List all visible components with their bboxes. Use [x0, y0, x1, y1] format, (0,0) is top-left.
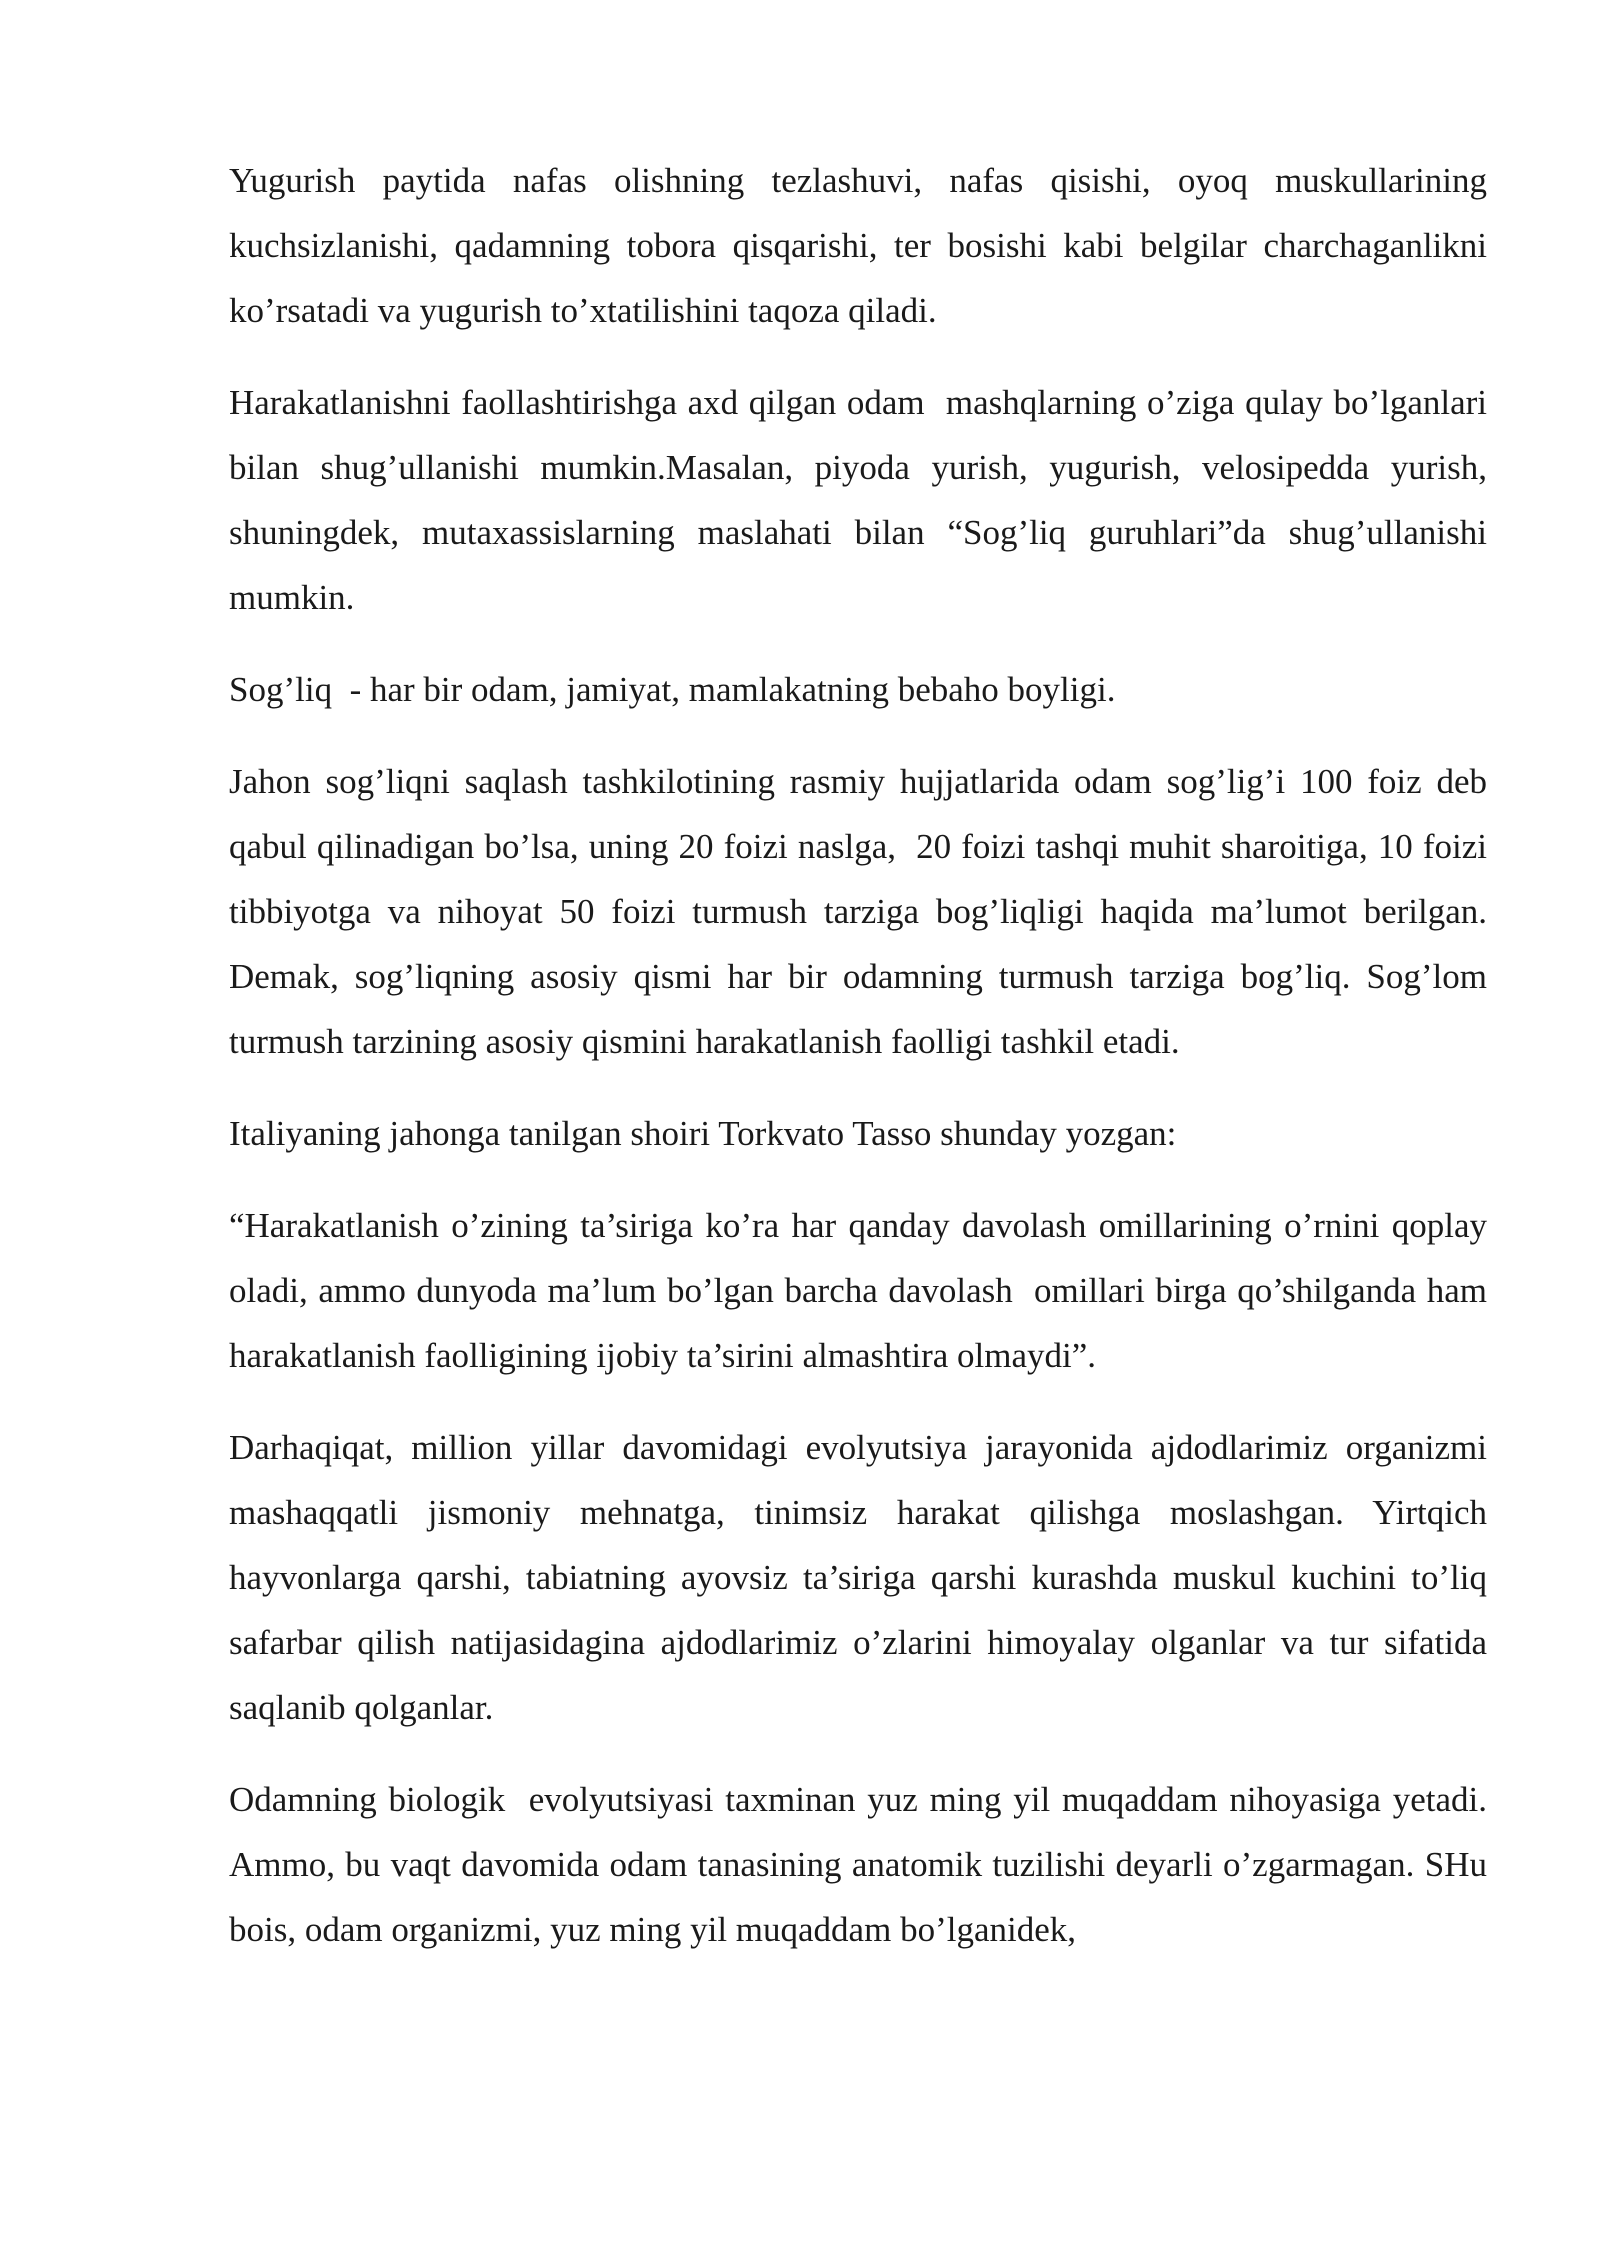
document-body — [229, 148, 1496, 1989]
paragraph-7: Darhaqiqat, million yillar davomidagi evolyutsiya jarayonida ajdodlarimiz organizmi mashaqqatli jismoniy mehnatga, tinimsiz harakat qilishga moslashgan. Yirtqich hayvonlarga qarshi, tabiatning ayovsiz ta’siriga qarshi kurashda muskul kuchini to’liq safarbar qilish natijasidagina ajdodlarimiz o’zlarini himoyalay olganlar va tur sifatida saqlanib qolganlar. — [229, 1428, 1496, 1727]
paragraph-3: Sog’liq - har bir odam, jamiyat, mamlakatning bebaho boyligi. — [229, 670, 1116, 709]
paragraph-4: Jahon sog’liqni saqlash tashkilotining rasmiy hujjatlarida odam sog’lig’i 100 foiz deb qabul qilinadigan bo’lsa, uning 20 foizi naslga, 20 foizi tashqi muhit sharoitiga, 10 foizi tibbiyotga va nihoyat 50 foizi turmush tarziga bog’liqligi haqida ma’lumot berilgan. Demak, sog’liqning asosiy qismi har bir odamning turmush tarziga bog’liq. Sog’lom turmush tarzining asosiy qismini harakatlanish faolligi tashkil etadi. — [229, 762, 1496, 1061]
paragraph-2: Harakatlanishni faollashtirishga axd qilgan odam mashqlarning o’ziga qulay bo’lganlari bilan shug’ullanishi mumkin.Masalan, piyoda yurish, yugurish, velosipedda yurish, shuningdek, mutaxassislarning maslahati bilan “Sog’liq guruhlari”da shug’ullanishi mumkin. — [229, 383, 1496, 617]
paragraph-6: “Harakatlanish o’zining ta’siriga ko’ra har qanday davolash omillarining o’rnini qoplay oladi, ammo dunyoda ma’lum bo’lgan barcha davolash omillari birga qo’shilganda ham harakatlanish faolligining ijobiy ta’sirini almashtira olmaydi”. — [229, 1206, 1496, 1375]
paragraph-8: Odamning biologik evolyutsiyasi taxminan yuz ming yil muqaddam nihoyasiga yetadi. Ammo, bu vaqt davomida odam tanasining anatomik tuzilishi deyarli o’zgarmagan. SHu bois, odam organizmi, yuz ming yil muqaddam bo’lganidek, — [229, 1780, 1496, 1949]
paragraph-5: Italiyaning jahonga tanilgan shoiri Torkvato Tasso shunday yozgan: — [229, 1114, 1177, 1153]
paragraph-1: Yugurish paytida nafas olishning tezlashuvi, nafas qisishi, oyoq muskullarining kuchsizlanishi, qadamning tobora qisqarishi, ter bosishi kabi belgilar charchaganlikni ko’rsatadi va yugurish to’xtatilishini taqoza qiladi. — [229, 161, 1496, 330]
